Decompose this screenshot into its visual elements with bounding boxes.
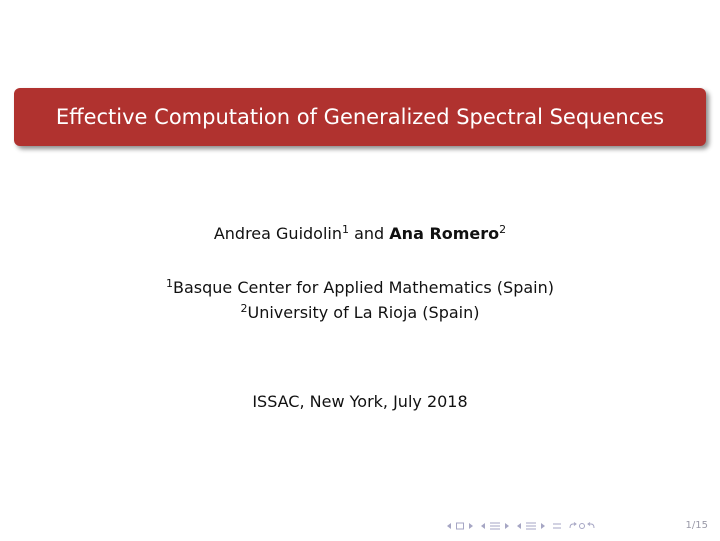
frame-forward-icon[interactable] <box>468 521 474 531</box>
author-2-sup: 2 <box>499 223 507 236</box>
authors-line <box>0 224 720 243</box>
author-1-sup: 1 <box>342 223 349 236</box>
affiliation-1 <box>0 278 720 297</box>
affiliation-2 <box>0 303 720 322</box>
section-forward-icon[interactable] <box>540 521 546 531</box>
section-back-icon[interactable] <box>516 521 522 531</box>
subsection-forward-icon[interactable] <box>504 521 510 531</box>
appendix-nav-group <box>552 521 562 531</box>
section-icon[interactable] <box>525 521 537 531</box>
slide-title-bar <box>14 88 706 146</box>
appendix-icon[interactable] <box>552 521 562 531</box>
search-nav-group <box>568 521 596 531</box>
section-nav-group <box>516 521 546 531</box>
beamer-navigation-bar <box>446 519 596 533</box>
author-2-name: Ana Romero <box>389 224 500 243</box>
affiliation-2-sup: 2 <box>240 302 248 315</box>
authors-connector: and <box>354 224 385 243</box>
frame-nav-group <box>446 521 474 531</box>
subsection-back-icon[interactable] <box>480 521 486 531</box>
subsection-icon[interactable] <box>489 521 501 531</box>
affiliation-2-text: University of La Rioja (Spain) <box>247 303 480 322</box>
search-icon[interactable] <box>568 521 596 531</box>
page-number: 1/15 <box>685 520 708 531</box>
affiliation-1-text: Basque Center for Applied Mathematics (Spain) <box>173 278 554 297</box>
subsection-nav-group <box>480 521 510 531</box>
frame-box-icon[interactable] <box>455 521 465 531</box>
affiliation-1-sup: 1 <box>166 277 173 290</box>
frame-back-icon[interactable] <box>446 521 452 531</box>
venue-line: ISSAC, New York, July 2018 <box>252 392 468 411</box>
author-1-name: Andrea Guidolin <box>213 224 342 243</box>
slide-title: Effective Computation of Generalized Spectral Sequences <box>55 105 665 129</box>
